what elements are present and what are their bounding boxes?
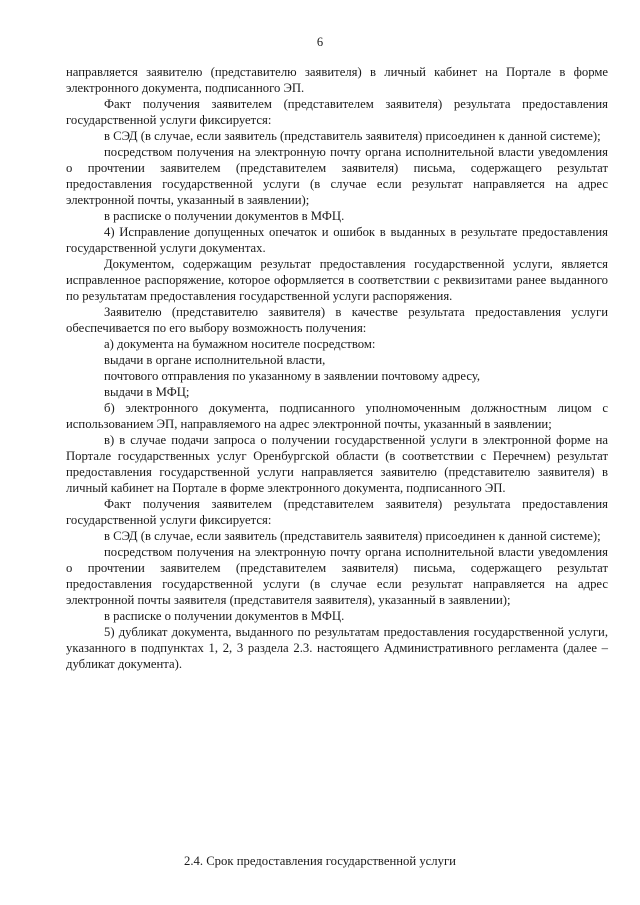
paragraph: в расписке о получении документов в МФЦ. [104,209,345,223]
document-body [66,64,608,672]
paragraph: направляется заявителю (представителю заявителя) в личный кабинет на Портале в форме электронного документа, подписанного ЭП. [66,65,608,95]
list-item: б) электронного документа, подписанного уполномоченным должностным лицом с использованием ЭП, направляемого на адрес электронной почты, указанный в заявлении; [66,401,608,431]
list-item: выдачи в органе исполнительной власти, [104,353,326,367]
paragraph: в СЭД (в случае, если заявитель (представитель заявителя) присоединен к данной системе); [104,529,601,543]
paragraph: 5) дубликат документа, выданного по результатам предоставления государственной услуги, указанного в подпунктах 1, 2, 3 раздела 2.3. настоящего Административного регламента (далее – дубликат документа). [66,625,608,671]
paragraph: Заявителю (представителю заявителя) в качестве результата предоставления услуги обеспечивается по его выбору возможность получения: [66,305,608,335]
page-number: 6 [316,35,324,49]
paragraph: в расписке о получении документов в МФЦ. [104,609,345,623]
paragraph: посредством получения на электронную почту органа исполнительной власти уведомления о прочтении заявителем (представителем заявителя) письма, содержащего результат предоставления государственной услуги (в случае если результат направляется на адрес электронной почты заявителя (представителя заявителя), указанный в заявлении); [66,545,608,607]
paragraph: в СЭД (в случае, если заявитель (представитель заявителя) присоединен к данной системе); [104,129,601,143]
list-item: в) в случае подачи запроса о получении государственной услуги в электронной форме на Портале государственных услуг Оренбургской области (в соответствии с Перечнем) результат предоставления государственной услуги направляется заявителю (представителю заявителя) в личный кабинет на Портале в форме электронного документа, подписанного ЭП. [66,433,608,495]
paragraph: Документом, содержащим результат предоставления государственной услуги, является исправленное распоряжение, которое оформляется в соответствии с реквизитами ранее выданного по результатам предоставления государственной услуги распоряжения. [66,257,608,303]
paragraph: посредством получения на электронную почту органа исполнительной власти уведомления о прочтении заявителем (представителем заявителя) письма, содержащего результат предоставления государственной услуги (в случае если результат направляется на адрес электронной почты, указанный в заявлении); [66,145,608,207]
paragraph: Факт получения заявителем (представителем заявителя) результата предоставления государственной услуги фиксируется: [66,497,608,527]
section-heading: 2.4. Срок предоставления государственной услуги [184,854,456,868]
paragraph: Факт получения заявителем (представителем заявителя) результата предоставления государственной услуги фиксируется: [66,97,608,127]
paragraph: 4) Исправление допущенных опечаток и ошибок в выданных в результате предоставления государственной услуги документах. [66,225,608,255]
list-item: выдачи в МФЦ; [104,385,190,399]
list-item: а) документа на бумажном носителе посредством: [104,337,376,351]
list-item: почтового отправления по указанному в заявлении почтовому адресу, [104,369,481,383]
